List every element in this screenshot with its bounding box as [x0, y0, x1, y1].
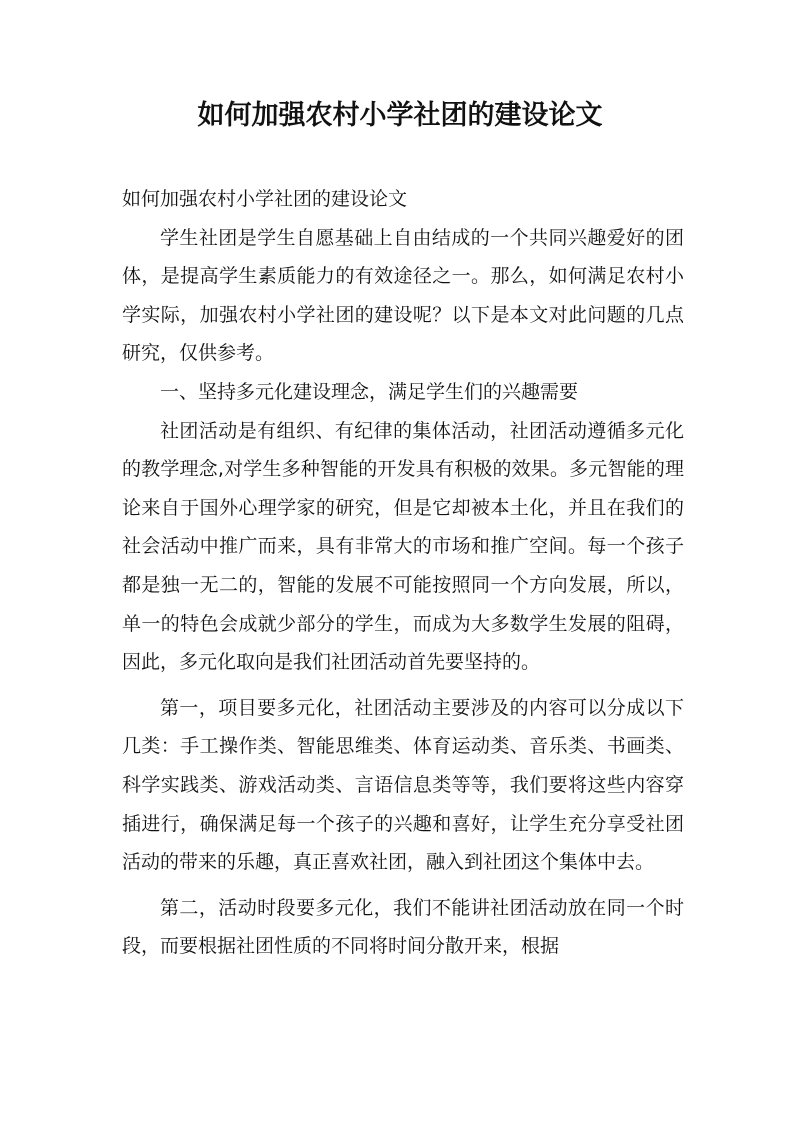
- document-title: 如何加强农村小学社团的建设论文: [197, 100, 603, 131]
- section-heading: 一、坚持多元化建设理念，满足学生们的兴趣需要: [160, 380, 579, 403]
- paragraph-first-point: 第一，项目要多元化，社团活动主要涉及的内容可以分成以下几类：手工操作类、智能思维类、体育运动类、音乐类、书画类、科学实践类、游戏活动类、言语信息类等等，我们要将这些内容穿插进行，确保满足每一个孩子的兴趣和喜好，让学生充分享受社团活动的带来的乐趣，真正喜欢社团，融入到社团这个集体中去。: [122, 696, 684, 874]
- paragraph-subtitle: 如何加强农村小学社团的建设论文: [122, 188, 408, 210]
- paragraph-intro: 学生社团是学生自愿基础上自由结成的一个共同兴趣爱好的团体，是提高学生素质能力的有效途径之一。那么，如何满足农村小学实际，加强农村小学社团的建设呢？以下是本文对此问题的几点研究，仅供参考。: [122, 226, 684, 365]
- document-body: [122, 180, 684, 966]
- paragraph-multielement: 社团活动是有组织、有纪律的集体活动，社团活动遵循多元化的教学理念,对学生多种智能的开发具有积极的效果。多元智能的理论来自于国外心理学家的研究，但是它却被本土化，并且在我们的社会活动中推广而来，具有非常大的市场和推广空间。每一个孩子都是独一无二的，智能的发展不可能按照同一个方向发展，所以，单一的特色会成就少部分的学生，而成为大多数学生发展的阻碍，因此，多元化取向是我们社团活动首先要坚持的。: [122, 419, 684, 674]
- paragraph-second-point: 第二，活动时段要多元化，我们不能讲社团活动放在同一个时段，而要根据社团性质的不同将时间分散开来，根据: [122, 896, 684, 958]
